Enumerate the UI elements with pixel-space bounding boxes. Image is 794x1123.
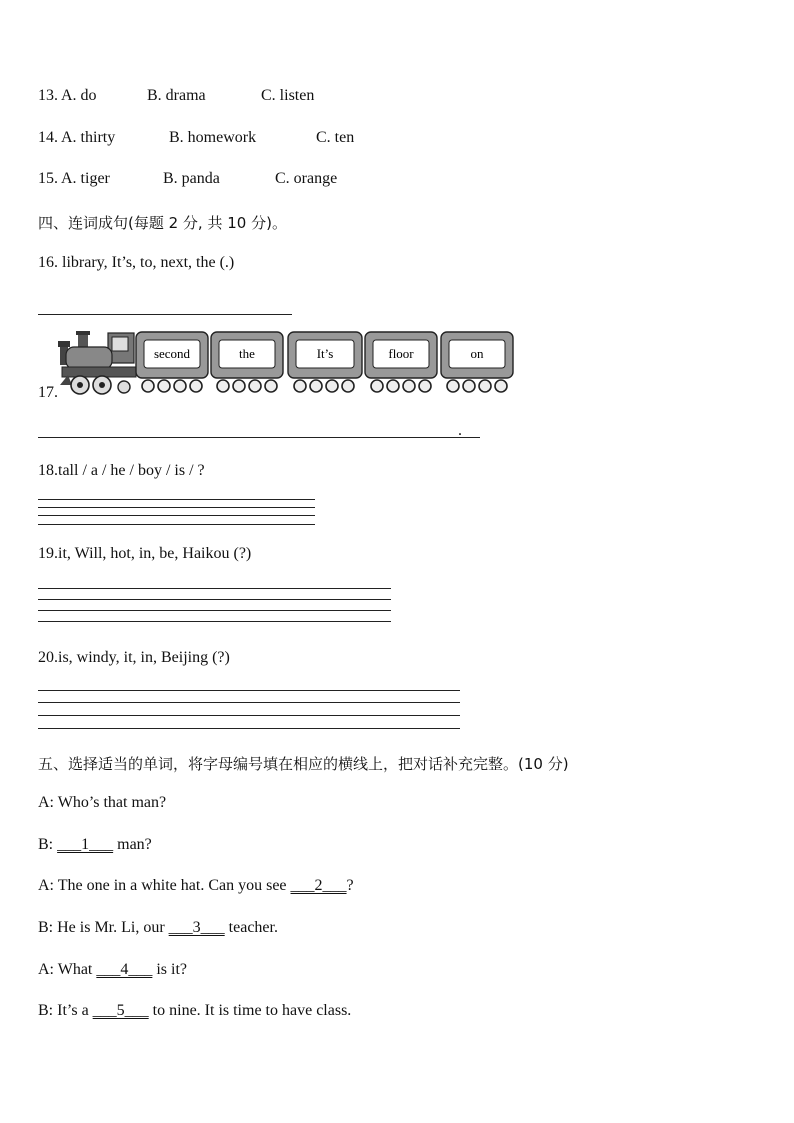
fill-blank-3[interactable]: ___3___ [168,919,225,936]
question-number: 14. [38,129,58,146]
question-number: 15. [38,170,58,187]
train-illustration [58,327,518,399]
dialogue-text: teacher. [224,919,278,936]
option-c: C. listen [261,87,315,104]
answer-line[interactable] [38,588,391,589]
option-b: B. panda [163,170,220,187]
answer-line[interactable] [38,507,315,508]
dialogue-text: B: He is Mr. Li, our [38,919,169,936]
answer-line[interactable] [38,314,292,315]
coach-5 [441,332,513,392]
question-20-prompt: 20.is, windy, it, in, Beijing (?) [38,649,230,666]
dialogue-line [38,919,278,937]
dialogue-line [38,836,152,854]
dialogue-text: to nine. It is time to have class. [148,1002,352,1019]
question-19-prompt: 19.it, Will, hot, in, be, Haikou (?) [38,545,252,562]
dialogue-text: A: The one in a white hat. Can you see [38,877,291,894]
answer-line[interactable] [38,728,460,729]
section-5-heading: 五、选择适当的单词，将字母编号填在相应的横线上，把对话补充完整。(10 分) [38,755,569,773]
coach-1 [136,332,208,392]
answer-line[interactable] [38,599,391,600]
dialogue-line [38,961,187,979]
option-a: A. thirty [61,129,116,146]
dialogue-line [38,877,354,895]
locomotive-icon [58,331,136,394]
train-word: floor [388,346,414,361]
dialogue-text: man? [113,836,152,853]
answer-line[interactable] [38,437,480,438]
coach-3 [288,332,362,392]
coach-4 [365,332,437,392]
answer-line[interactable] [38,621,391,622]
answer-line[interactable] [38,690,460,691]
dialogue-text: B: [38,836,58,853]
answer-line[interactable] [38,524,315,525]
option-b: B. homework [169,129,257,146]
fill-blank-4[interactable]: ___4___ [96,961,153,978]
answer-line[interactable] [38,702,460,703]
train-word: second [153,346,191,361]
dialogue-line [38,794,166,812]
answer-line[interactable] [38,515,315,516]
option-a: A. tiger [61,170,110,187]
question-number: 13. [38,87,58,104]
fill-blank-1[interactable]: ___1___ [57,836,114,853]
dialogue-text: B: It’s a [38,1002,93,1019]
section-4-heading: 四、连词成句(每题 2 分, 共 10 分)。 [38,214,287,232]
dialogue-text: A: What [38,961,97,978]
option-b: B. drama [147,87,206,104]
answer-line[interactable] [38,499,315,500]
train-word: the [239,346,255,361]
question-18-prompt: 18.tall / a / he / boy / is / ? [38,462,205,479]
option-c: C. ten [316,129,355,146]
option-c: C. orange [275,170,338,187]
answer-line[interactable] [38,715,460,716]
coach-2 [211,332,283,392]
dialogue-text: A: Who’s that man? [38,794,167,811]
dialogue-text: is it? [152,961,188,978]
dialogue-line [38,1002,351,1020]
option-a: A. do [61,87,97,104]
question-16-prompt: 16. library, It’s, to, next, the (.) [38,254,235,271]
train-word: It’s [316,346,334,361]
answer-line[interactable] [38,610,391,611]
dialogue-text: ? [346,877,354,894]
train-word: on [470,346,484,361]
fill-blank-2[interactable]: ___2___ [290,877,347,894]
fill-blank-5[interactable]: ___5___ [92,1002,149,1019]
sentence-period: . [458,422,462,439]
question-17-number: 17. [38,384,58,401]
